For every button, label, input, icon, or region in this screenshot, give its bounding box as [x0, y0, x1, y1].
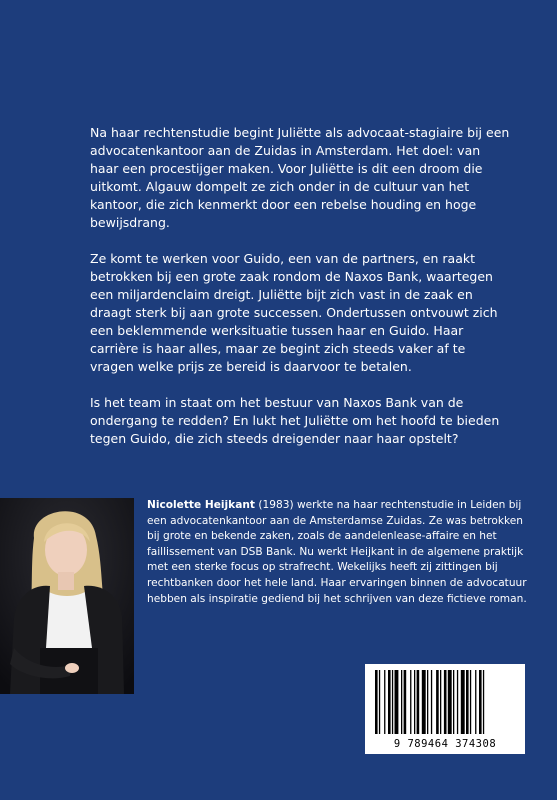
blurb-paragraph-3: Is het team in staat om het bestuur van Naxos Bank van de ondergang te redden? En lukt het Juliëtte om het hoofd te bieden tegen Guido, die zich steeds dreigender naar haar opstelt? [90, 395, 500, 446]
author-portrait-illustration [0, 498, 134, 694]
barcode-bars [375, 670, 515, 734]
barcode-bar [410, 670, 411, 734]
barcode-bar [448, 670, 452, 734]
author-name: Nicolette Heijkant [147, 499, 255, 511]
barcode-bar [479, 670, 482, 734]
author-bio-text: (1983) werkte na haar rechtenstudie in Leiden bij een advocatenkantoor aan de Amsterdamse Zuidas. Ze was betrokken bij grote en bekende zaken, zoals de aandelenlease-affaire en het faillissement van DSB Bank. Nu werkt Heijkant in de algemene praktijk met een sterke focus op strafrecht. Wekelijks heeft zij zittingen bij rechtbanken door het hele land. Haar ervaringen binnen de advocatuur hebben als inspiratie gediend bij het schrijven van deze fictieve roman. [147, 499, 527, 605]
author-photo [0, 498, 134, 694]
barcode-bar [440, 670, 441, 734]
isbn-barcode [365, 664, 525, 754]
barcode-bar [453, 670, 454, 734]
barcode-bar [384, 670, 385, 734]
barcode-bar [388, 670, 391, 734]
barcode-bar [483, 670, 484, 734]
barcode-bar [461, 670, 465, 734]
barcode-bar [427, 670, 428, 734]
barcode-bar [414, 670, 415, 734]
blurb-paragraph-2: Ze komt te werken voor Guido, een van de partners, en raakt betrokken bij een grote zaak rondom de Naxos Bank, waartegen een miljardenclaim dreigt. Juliëtte bijt zich vast in de zaak en draagt sterk bij aan grote successen. Ondertussen ontvouwt zich een beklemmende werksituatie tussen haar en Guido. Haar carrière is haar alles, maar ze begint zich steeds vaker af te vragen welke prijs ze bereid is daarvoor te betalen. [90, 251, 498, 374]
barcode-bar [457, 670, 458, 734]
barcode-bar [404, 670, 407, 734]
barcode-bar [431, 670, 432, 734]
barcode-bar [436, 670, 439, 734]
isbn-number: 9 789464 374308 [393, 738, 497, 750]
barcode-bar [470, 670, 471, 734]
barcode-bar [392, 670, 393, 734]
barcode-bar [379, 670, 380, 734]
author-bio [147, 498, 527, 607]
barcode-bar [475, 670, 476, 734]
back-cover-blurb [90, 124, 510, 466]
barcode-bar [444, 670, 447, 734]
barcode-bar [395, 670, 399, 734]
barcode-bar [401, 670, 402, 734]
barcode-bar [422, 670, 426, 734]
barcode-bar [466, 670, 469, 734]
barcode-bar [375, 670, 378, 734]
barcode-bar [417, 670, 420, 734]
blurb-paragraph-1: Na haar rechtenstudie begint Juliëtte als advocaat-stagiaire bij een advocatenkantoor aan de Zuidas in Amsterdam. Het doel: van haar een procestijger maken. Voor Juliëtte is dit een droom die uitkomt. Algauw dompelt ze zich onder in de cultuur van het kantoor, die zich kenmerkt door een rebelse houding en hoge bewijsdrang. [90, 125, 510, 230]
